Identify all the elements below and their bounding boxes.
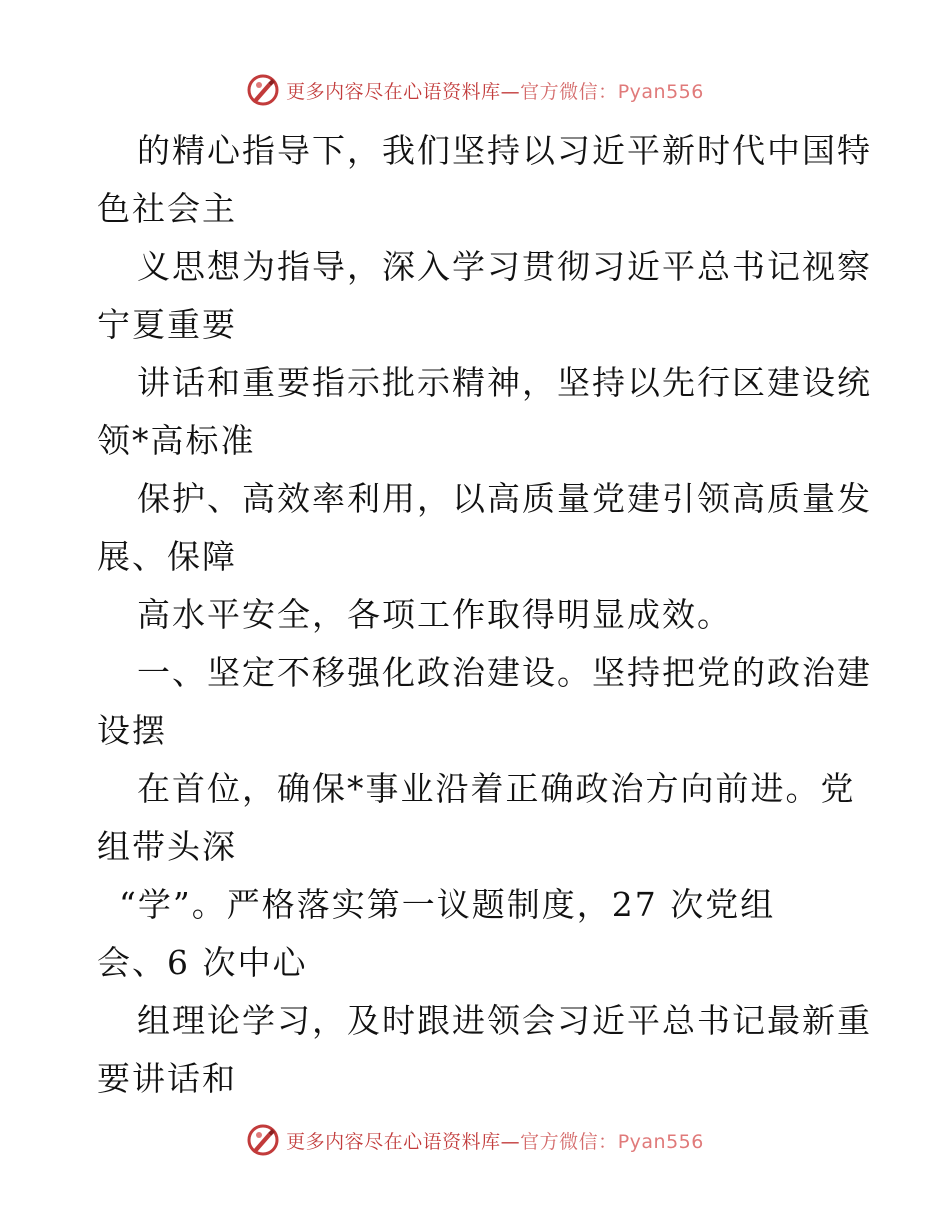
text-line: 会、6 次中心 [97, 943, 308, 982]
pen-circle-logo-icon [246, 1123, 280, 1157]
footer-banner [0, 1120, 950, 1160]
text-line: 宁夏重要 [97, 305, 237, 344]
text-line: 在首位，确保*事业沿着正确政治方向前进。党 [137, 769, 856, 808]
text-line: 领*高标准 [97, 421, 256, 460]
text-line: 设摆 [97, 711, 167, 750]
text-line: 组带头深 [97, 827, 237, 866]
text-line: “学”。严格落实第一议题制度，27 次党组 [119, 885, 776, 924]
section-heading-line: 一、坚定不移强化政治建设。坚持把党的政治建 [137, 653, 872, 692]
text-line: 讲话和重要指示批示精神，坚持以先行区建设统 [137, 363, 872, 402]
footer-account: Pyan556 [617, 1130, 704, 1153]
text-line: 保护、高效率利用，以高质量党建引领高质量发 [137, 479, 872, 518]
footer-official-label: 官方微信： [520, 1130, 618, 1153]
header-separator: — [500, 80, 521, 103]
footer-site-name: 更多内容尽在心语资料库 [286, 1130, 501, 1153]
header-official-label: 官方微信： [520, 80, 618, 103]
text-line: 义思想为指导，深入学习贯彻习近平总书记视察 [137, 247, 872, 286]
text-line: 高水平安全，各项工作取得明显成效。 [137, 595, 732, 634]
text-line: 的精心指导下，我们坚持以习近平新时代中国特 [137, 131, 872, 170]
pen-circle-logo-icon [246, 73, 280, 107]
header-account: Pyan556 [617, 80, 704, 103]
footer-separator: — [500, 1130, 521, 1153]
footer-text [286, 1127, 704, 1154]
text-line: 展、保障 [97, 537, 237, 576]
text-line: 组理论学习，及时跟进领会习近平总书记最新重 [137, 1001, 872, 1040]
header-site-name: 更多内容尽在心语资料库 [286, 80, 501, 103]
text-line: 色社会主 [97, 189, 237, 228]
document-body [97, 122, 872, 1108]
text-line: 要讲话和 [97, 1059, 237, 1098]
header-text [286, 77, 704, 104]
header-banner [0, 70, 950, 110]
